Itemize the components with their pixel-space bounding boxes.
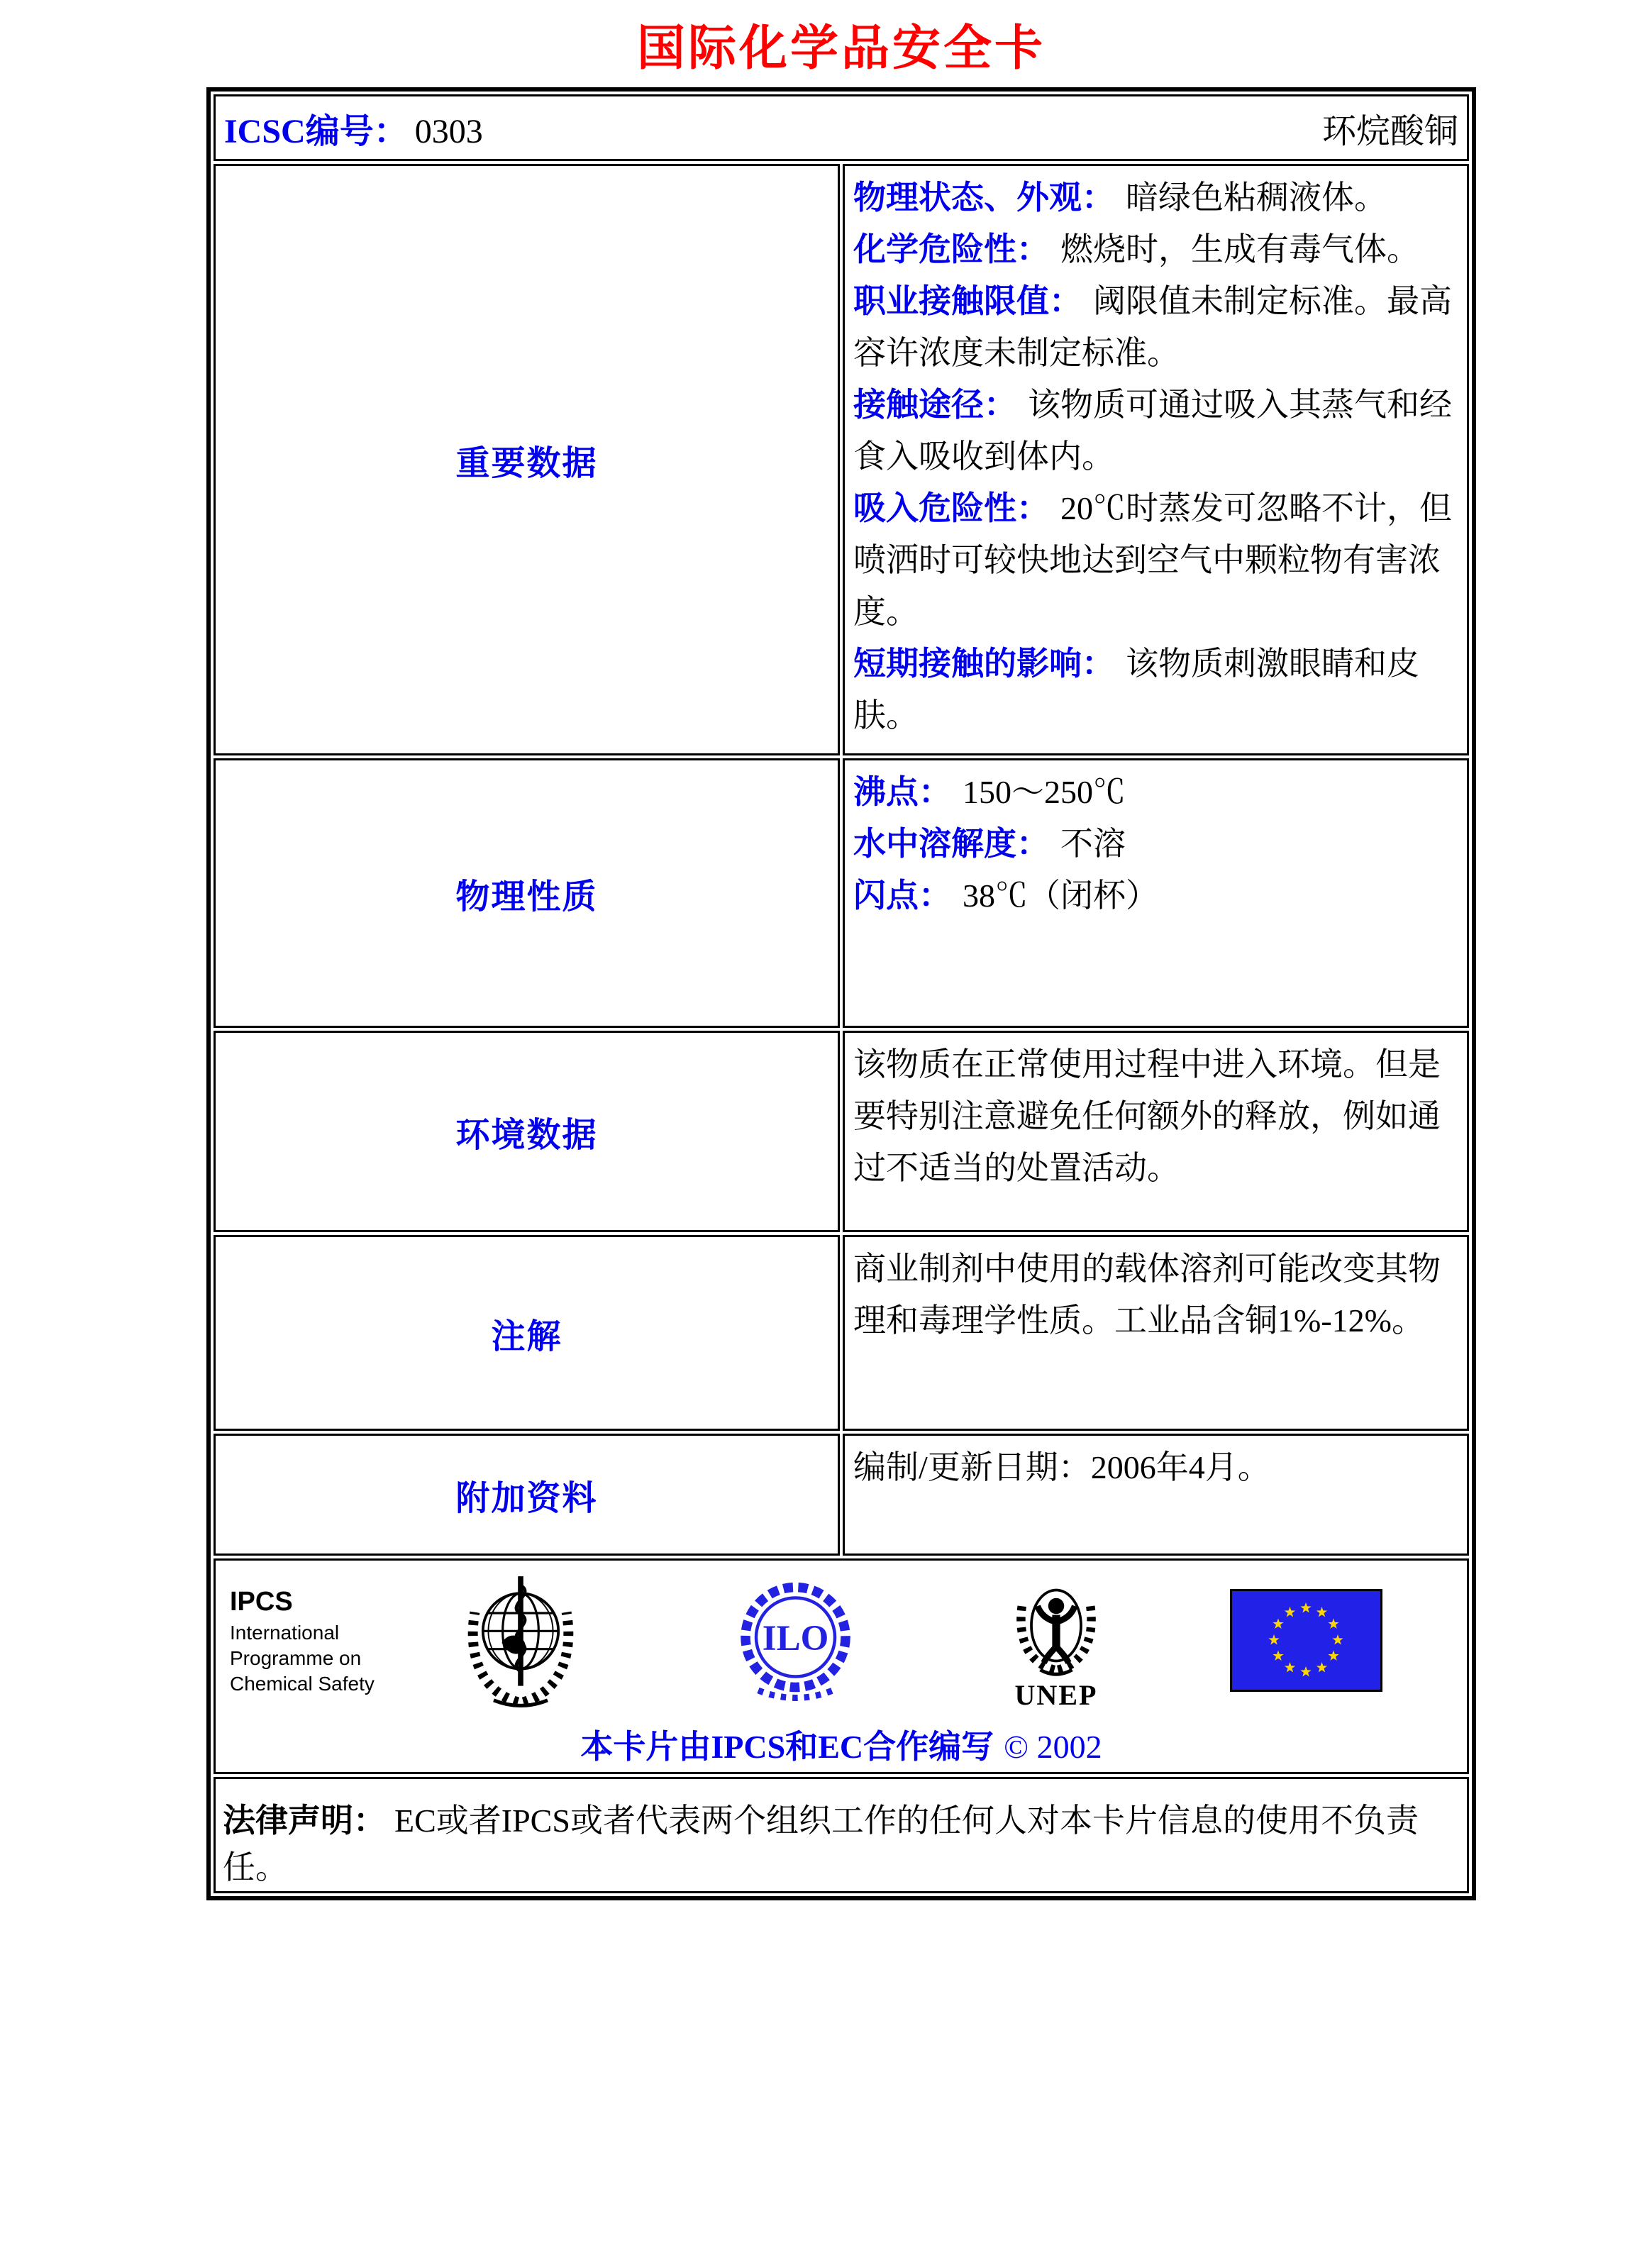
important-item: 化学危险性： 燃烧时，生成有毒气体。 (853, 231, 1419, 267)
who-logo-icon (460, 1573, 581, 1707)
eu-flag-icon (1230, 1589, 1382, 1692)
section-label-physical-properties: 物理性质 (214, 758, 840, 1028)
notes-text: 商业制剂中使用的载体溶剂可能改变其物理和毒理学性质。工业品含铜1%-12%。 (853, 1251, 1441, 1339)
ilo-logo-text: ILO (762, 1618, 829, 1658)
ipcs-line: Chemical Safety (230, 1673, 375, 1695)
unep-logo-text: UNEP (1014, 1678, 1098, 1711)
table-row-important-data (214, 164, 1469, 755)
environment-text: 该物质在正常使用过程中进入环境。但是要特别注意避免任何额外的释放，例如通过不适当的处置活动。 (853, 1046, 1441, 1186)
table-row-logos (214, 1558, 1469, 1774)
ipcs-title: IPCS (230, 1587, 293, 1617)
section-label-environmental-data: 环境数据 (214, 1031, 840, 1232)
icsc-number-group (224, 104, 483, 153)
icsc-number-label: ICSC编号： (224, 112, 408, 150)
important-item: 职业接触限值： 阈限值未制定标准。最高容许浓度未制定标准。 (853, 283, 1452, 371)
credit-line (223, 1721, 1460, 1768)
icsc-number-value: 0303 (414, 112, 483, 150)
legal-cell (214, 1777, 1469, 1893)
additional-text: 编制/更新日期：2006年4月。 (853, 1449, 1270, 1485)
logos-cell (214, 1558, 1469, 1774)
section-content-important-data (843, 164, 1469, 755)
ipcs-line: International (230, 1622, 340, 1644)
unep-logo-icon (1003, 1571, 1109, 1677)
table-row-header (214, 94, 1469, 161)
table-row-environmental-data (214, 1031, 1469, 1232)
important-item: 吸入危险性： 20℃时蒸发可忽略不计，但喷洒时可较快地达到空气中颗粒物有害浓度。 (853, 490, 1452, 630)
section-content-additional-information (843, 1434, 1469, 1556)
legal-text: EC或者IPCS或者代表两个组织工作的任何人对本卡片信息的使用不负责任。 (223, 1802, 1419, 1885)
icsc-card-table (206, 87, 1476, 1900)
section-label-important-data: 重要数据 (214, 164, 840, 755)
important-item: 接触途径： 该物质可通过吸入其蒸气和经食入吸收到体内。 (853, 387, 1452, 475)
ipcs-line: Programme on (230, 1647, 362, 1669)
section-content-notes (843, 1235, 1469, 1431)
section-content-physical-properties (843, 758, 1469, 1028)
section-label-notes: 注解 (214, 1235, 840, 1431)
table-row-additional-information (214, 1434, 1469, 1556)
chemical-name: 环烷酸铜 (1321, 112, 1458, 150)
copyright-text: © 2002 (1004, 1729, 1102, 1765)
ipcs-text-block (230, 1583, 428, 1697)
section-content-environmental-data (843, 1031, 1469, 1232)
physical-item: 水中溶解度： 不溶 (853, 826, 1126, 862)
physical-item: 沸点： 150～250℃ (853, 774, 1126, 810)
important-item: 短期接触的影响： 该物质刺激眼睛和皮肤。 (853, 646, 1419, 733)
credit-text: 本卡片由IPCS和EC合作编写 (580, 1729, 994, 1765)
physical-item: 闪点： 38℃（闭杯） (853, 877, 1158, 914)
header-cell (214, 94, 1469, 161)
table-row-legal (214, 1777, 1469, 1893)
important-item: 物理状态、外观： 暗绿色粘稠液体。 (853, 179, 1387, 216)
table-row-notes (214, 1235, 1469, 1431)
page-title: 国际化学品安全卡 (636, 21, 1046, 75)
logo-row (223, 1569, 1460, 1711)
unep-logo-block (1003, 1571, 1109, 1710)
section-label-additional-information: 附加资料 (214, 1434, 840, 1556)
ilo-logo-icon (737, 1575, 854, 1706)
legal-label: 法律声明： (223, 1802, 386, 1839)
table-row-physical-properties (214, 758, 1469, 1028)
